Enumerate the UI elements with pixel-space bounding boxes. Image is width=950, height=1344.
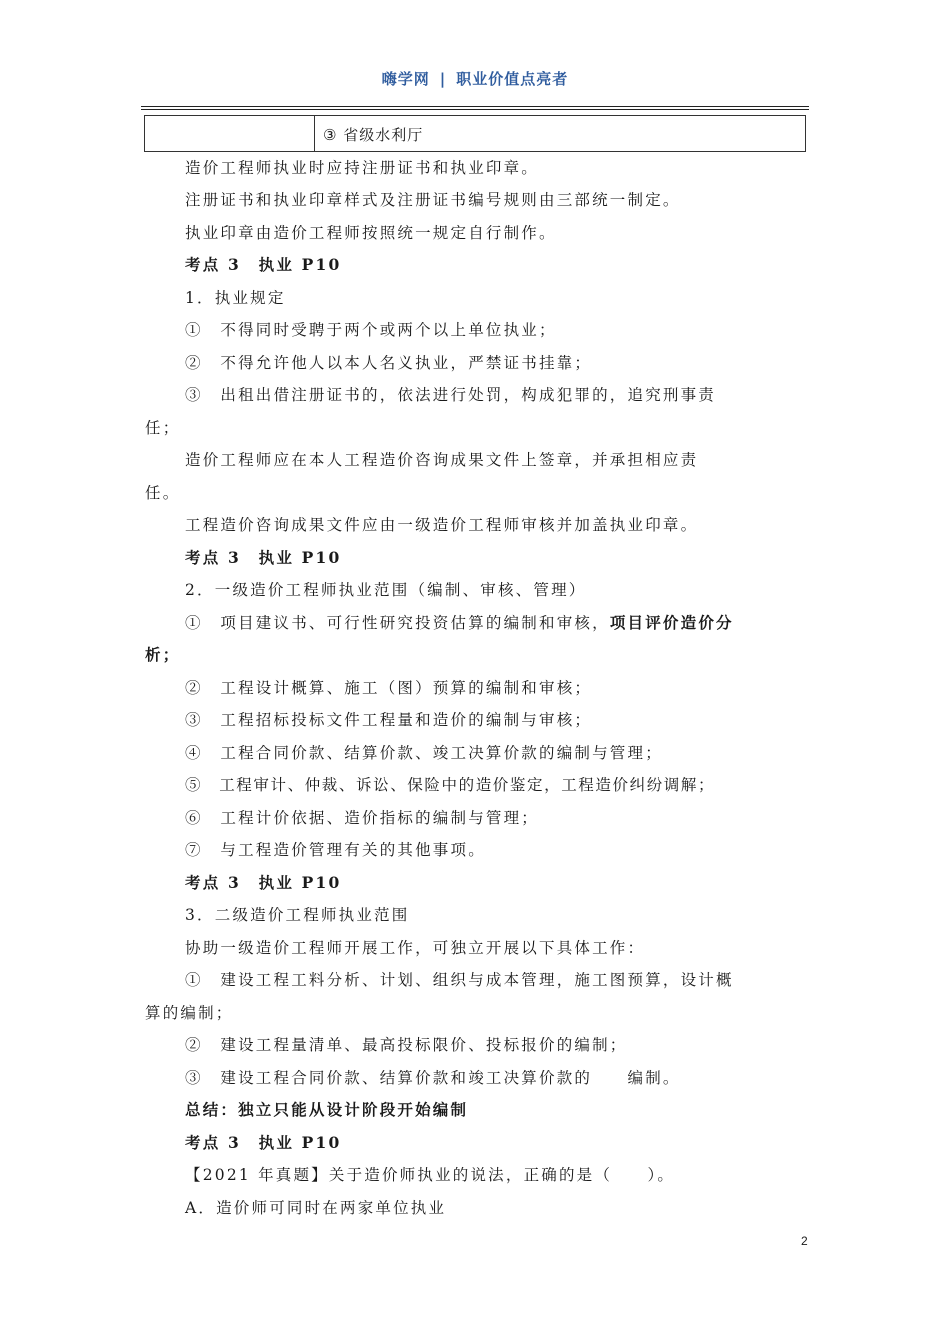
subheading: 3．二级造价工程师执业范围 xyxy=(185,906,410,924)
list-item xyxy=(185,611,734,633)
table-cell-left xyxy=(145,116,315,151)
summary: 总结：独立只能从设计阶段开始编制 xyxy=(185,1100,469,1119)
question-stem: 【2021 年真题】关于造价师执业的说法，正确的是（ ）。 xyxy=(185,1166,676,1184)
list-item-text: ① 项目建议书、可行性研究投资估算的编制和审核， xyxy=(185,614,610,632)
header-brand: 嗨学网 xyxy=(381,70,430,88)
section-heading: 考点 3 执业 P10 xyxy=(185,873,342,892)
paragraph: 工程造价咨询成果文件应由一级造价工程师审核并加盖执业印章。 xyxy=(185,516,699,534)
emphasis-text: 项目评价造价分 xyxy=(609,613,734,632)
paragraph: 注册证书和执业印章样式及注册证书编号规则由三部统一制定。 xyxy=(185,191,681,209)
section-heading: 考点 3 执业 P10 xyxy=(185,255,342,274)
list-item: ③ 建设工程合同价款、结算价款和竣工决算价款的 编制。 xyxy=(185,1069,681,1087)
section-heading: 考点 3 执业 P10 xyxy=(185,1133,342,1152)
section-heading: 考点 3 执业 P10 xyxy=(185,548,342,567)
list-item: ③ 出租出借注册证书的，依法进行处罚，构成犯罪的，追究刑事责 xyxy=(185,386,717,404)
list-item: ⑦ 与工程造价管理有关的其他事项。 xyxy=(185,841,486,859)
header-separator: | xyxy=(439,70,447,88)
list-item: ② 建设工程量清单、最高投标限价、投标报价的编制； xyxy=(185,1036,628,1054)
paragraph: 执业印章由造价工程师按照统一规定自行制作。 xyxy=(185,224,557,242)
header-rule-bottom xyxy=(141,109,809,110)
list-item: ④ 工程合同价款、结算价款、竣工决算价款的编制与管理； xyxy=(185,744,663,762)
list-item: ② 不得允许他人以本人名义执业，严禁证书挂靠； xyxy=(185,354,593,372)
subheading: 1．执业规定 xyxy=(185,289,286,307)
paragraph: 造价工程师执业时应持注册证书和执业印章。 xyxy=(185,159,540,177)
list-item: ⑥ 工程计价依据、造价指标的编制与管理； xyxy=(185,809,540,827)
list-item-continuation: 算的编制； xyxy=(145,1004,234,1022)
list-item-continuation: 析； xyxy=(145,645,181,664)
table-cell-right: ③ 省级水利厅 xyxy=(323,126,424,144)
list-item: ① 建设工程工料分析、计划、组织与成本管理，施工图预算，设计概 xyxy=(185,971,734,989)
list-item: ① 不得同时受聘于两个或两个以上单位执业； xyxy=(185,321,557,339)
list-item: ② 工程设计概算、施工（图）预算的编制和审核； xyxy=(185,679,593,697)
list-item-continuation: 任； xyxy=(145,419,181,437)
list-item: ③ 工程招标投标文件工程量和造价的编制与审核； xyxy=(185,711,593,729)
header-rule-top xyxy=(141,106,809,107)
continued-table-row xyxy=(144,115,806,152)
page-header xyxy=(0,68,950,89)
page-number: 2 xyxy=(801,1234,808,1248)
paragraph-continuation: 任。 xyxy=(145,484,181,502)
paragraph: 协助一级造价工程师开展工作，可独立开展以下具体工作： xyxy=(185,939,646,957)
list-item: ⑤ 工程审计、仲裁、诉讼、保险中的造价鉴定，工程造价纠纷调解； xyxy=(185,776,716,794)
answer-option: A．造价师可同时在两家单位执业 xyxy=(185,1199,447,1217)
subheading: 2．一级造价工程师执业范围（编制、审核、管理） xyxy=(185,581,587,599)
header-tagline: 职业价值点亮者 xyxy=(456,70,569,88)
paragraph: 造价工程师应在本人工程造价咨询成果文件上签章，并承担相应责 xyxy=(185,451,699,469)
